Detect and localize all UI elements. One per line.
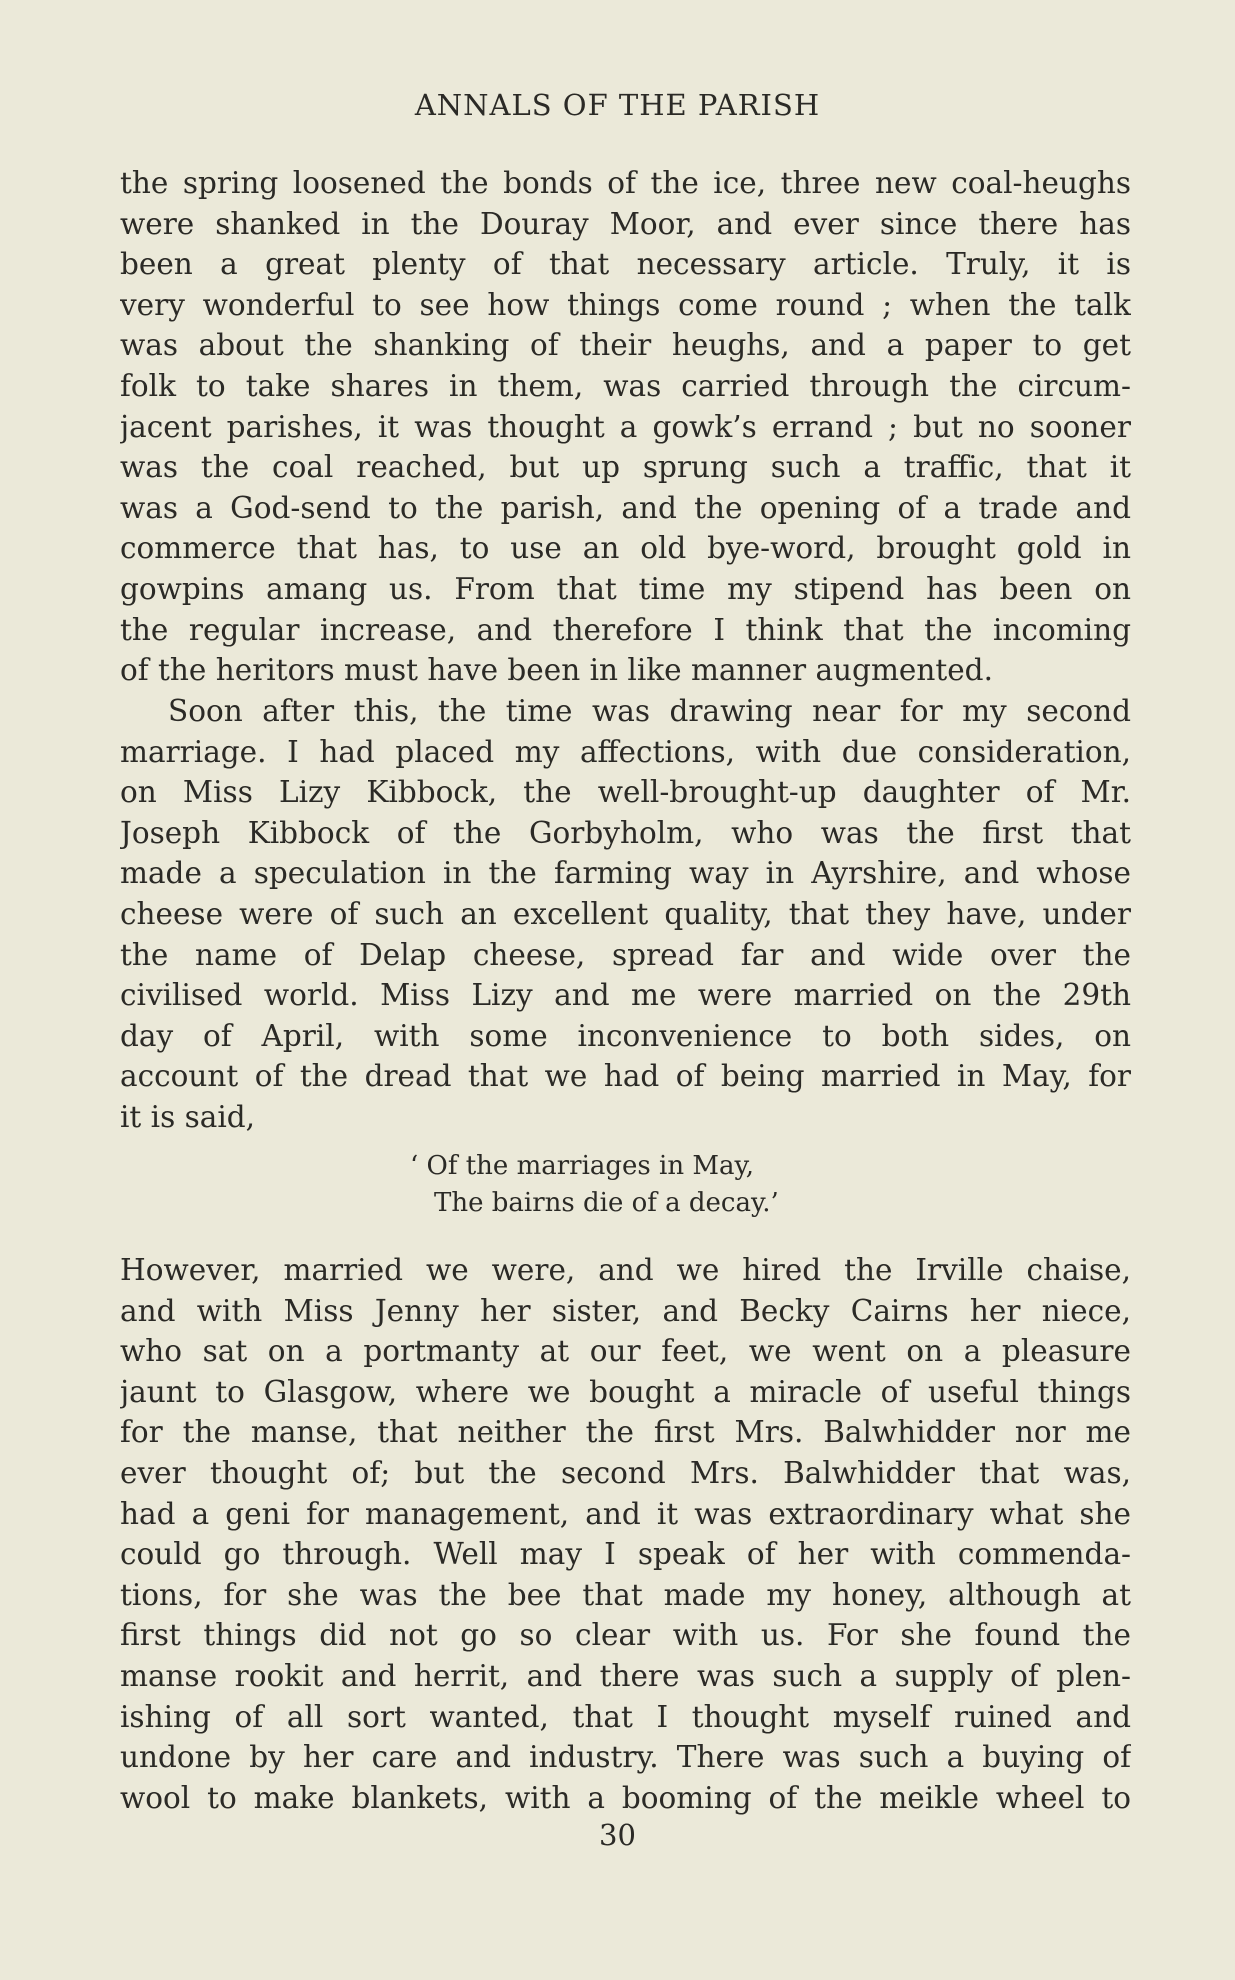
text-line: jacent parishes, it was thought a gowk’s errand ; but no sooner bbox=[120, 409, 1131, 444]
text-line: was about the shanking of their heughs, and a paper to get bbox=[120, 328, 1131, 363]
paragraph-continuation bbox=[120, 163, 1131, 691]
text-line: of the heritors must have been in like manner augmented. bbox=[120, 653, 993, 688]
text-line: and with Miss Jenny her sister, and Becky Cairns her niece, bbox=[120, 1293, 1131, 1328]
text-line: could go through. Well may I speak of her with commenda- bbox=[120, 1537, 1131, 1572]
text-line: it is said, bbox=[120, 1099, 256, 1134]
text-line: made a speculation in the farming way in Ayrshire, and whose bbox=[120, 856, 1131, 891]
text-line: first things did not go so clear with us. For she found the bbox=[120, 1618, 1131, 1653]
text-line: Soon after this, the time was drawing near for my second bbox=[168, 694, 1131, 728]
text-line: wool to make blankets, with a booming of the meikle wheel to bbox=[120, 1780, 1131, 1815]
text-line: ishing of all sort wanted, that I thought myself ruined and bbox=[120, 1699, 1131, 1734]
text-line: very wonderful to see how things come round ; when the talk bbox=[120, 287, 1131, 322]
text-line: were shanked in the Douray Moor, and ever since there has bbox=[120, 206, 1131, 241]
text-line: Joseph Kibbock of the Gorbyholm, who was the first that bbox=[120, 815, 1131, 850]
text-line: folk to take shares in them, was carried through the circum- bbox=[120, 368, 1131, 403]
text-line: However, married we were, and we hired the Irville chaise, bbox=[120, 1253, 1131, 1287]
text-line: account of the dread that we had of being married in May, for bbox=[120, 1059, 1131, 1094]
running-head: ANNALS OF THE PARISH bbox=[414, 88, 821, 122]
page-number: 30 bbox=[599, 1818, 636, 1852]
text-line: marriage. I had placed my affections, with due consideration, bbox=[120, 734, 1131, 769]
text-line: manse rookit and herrit, and there was such a supply of plen- bbox=[120, 1658, 1131, 1693]
verse-line: The bairns die of a decay.’ bbox=[434, 1188, 779, 1218]
paragraph-glasgow-jaunt bbox=[120, 1250, 1131, 1818]
text-line: ever thought of; but the second Mrs. Balwhidder that was, bbox=[120, 1455, 1131, 1490]
text-line: the regular increase, and therefore I think that the incoming bbox=[120, 612, 1131, 647]
text-line: the spring loosened the bonds of the ice, three new coal-heughs bbox=[120, 166, 1131, 200]
text-line: commerce that has, to use an old bye-word, brought gold in bbox=[120, 531, 1131, 566]
text-line: for the manse, that neither the first Mrs. Balwhidder nor me bbox=[120, 1415, 1131, 1450]
verse-line: ‘ Of the marriages in May, bbox=[410, 1151, 754, 1181]
text-line: was the coal reached, but up sprung such a traffic, that it bbox=[120, 450, 1131, 485]
text-line: gowpins amang us. From that time my stipend has been on bbox=[120, 571, 1131, 606]
text-line: was a God-send to the parish, and the opening of a trade and bbox=[120, 490, 1131, 525]
paragraph-second-marriage bbox=[120, 691, 1131, 1138]
text-line: the name of Delap cheese, spread far and wide over the bbox=[120, 937, 1131, 972]
text-line: who sat on a portmanty at our feet, we went on a pleasure bbox=[120, 1334, 1131, 1369]
text-line: undone by her care and industry. There was such a buying of bbox=[120, 1740, 1131, 1775]
text-line: tions, for she was the bee that made my honey, although at bbox=[120, 1577, 1131, 1612]
text-line: day of April, with some inconvenience to both sides, on bbox=[120, 1018, 1131, 1053]
text-line: cheese were of such an excellent quality, that they have, under bbox=[120, 896, 1131, 931]
text-line: been a great plenty of that necessary article. Truly, it is bbox=[120, 247, 1131, 282]
verse-quotation bbox=[410, 1148, 779, 1222]
text-line: had a geni for management, and it was extraordinary what she bbox=[120, 1496, 1131, 1531]
text-line: jaunt to Glasgow, where we bought a miracle of useful things bbox=[120, 1374, 1131, 1409]
text-line: civilised world. Miss Lizy and me were married on the 29th bbox=[120, 978, 1131, 1013]
text-line: on Miss Lizy Kibbock, the well-brought-up daughter of Mr. bbox=[120, 775, 1131, 810]
